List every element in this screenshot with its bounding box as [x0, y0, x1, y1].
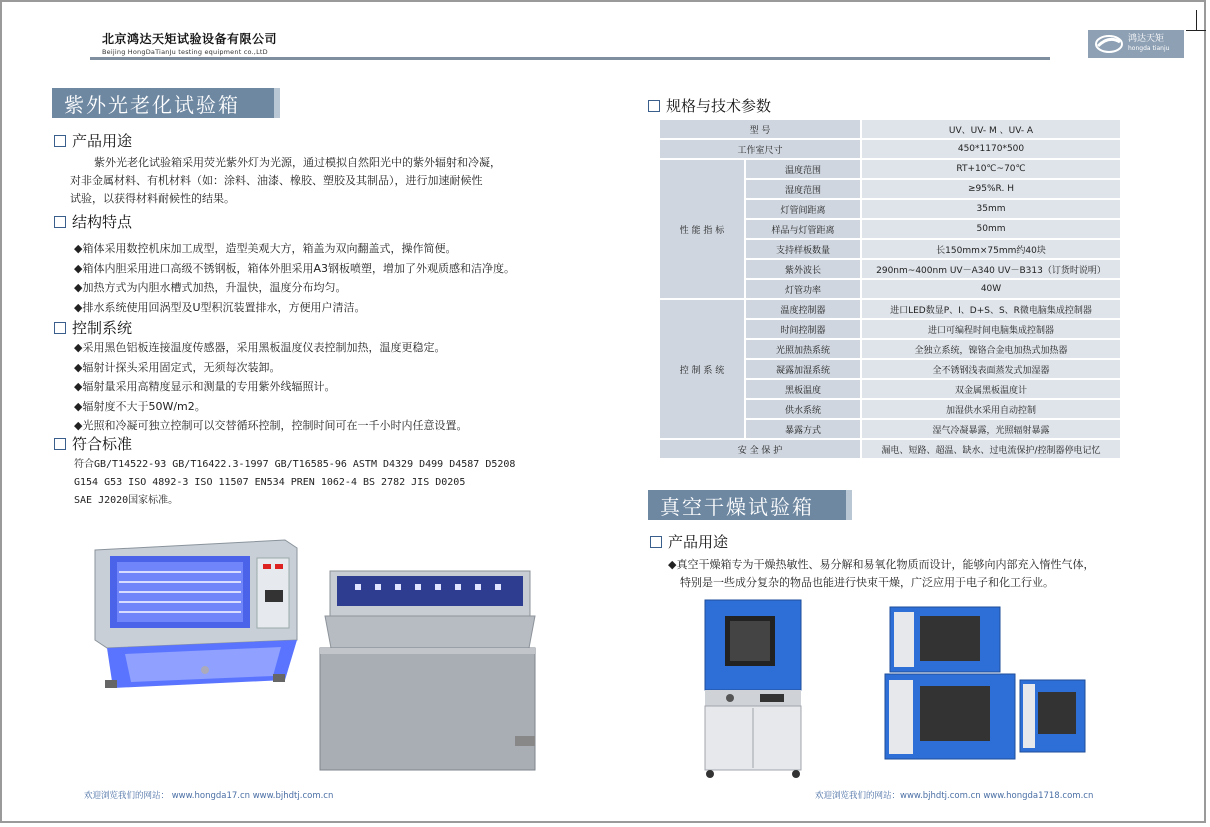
spec-key: 黑板温度 [746, 380, 860, 398]
structure-heading [54, 211, 132, 232]
standard-heading [54, 433, 132, 454]
structure-heading-text: 结构特点 [72, 213, 133, 231]
spec-model-value: UV、UV- M 、UV- A [862, 120, 1120, 138]
spec-value: 长150mm×75mm约40块 [862, 240, 1120, 258]
swirl-logo-icon [1094, 33, 1124, 55]
brand-logo [1088, 30, 1184, 58]
table-row [660, 440, 1120, 458]
spec-ctrl-group: 控 制 系 统 [660, 300, 744, 438]
spec-model-label: 型 号 [660, 120, 860, 138]
usage-line: 试验，以获得材料耐候性的结果。 [70, 192, 235, 205]
list-item: ◆采用黑色铝板连接温度传感器，采用黑板温度仪表控制加热，温度更稳定。 [74, 341, 446, 354]
uv-floor-chamber-image [315, 566, 540, 776]
spec-key: 暴露方式 [746, 420, 860, 438]
spec-heading [648, 95, 771, 116]
spec-safety-label: 安 全 保 护 [660, 440, 860, 458]
checkbox-square-icon [54, 322, 66, 334]
spec-key: 凝露加湿系统 [746, 360, 860, 378]
list-item: ◆辐射计探头采用固定式，无须每次装卸。 [74, 360, 281, 374]
spec-value: 全独立系统，镍铬合金电加热式加热器 [862, 340, 1120, 358]
spec-value: 双金属黑板温度计 [862, 380, 1120, 398]
vacuum-oven-cabinet-image [700, 598, 805, 780]
standard-paragraph [74, 456, 515, 510]
usage2-paragraph [668, 556, 1094, 592]
table-row [660, 120, 1120, 138]
usage2-heading-text: 产品用途 [668, 533, 729, 551]
checkbox-square-icon [54, 135, 66, 147]
spec-safety-value: 漏电、短路、超温、缺水、过电流保护/控制器停电记忆 [862, 440, 1120, 458]
checkbox-square-icon [648, 100, 660, 112]
spec-key: 湿度范围 [746, 180, 860, 198]
spec-value: 全不锈钢浅表面蒸发式加湿器 [862, 360, 1120, 378]
standard-line: 符合GB/T14522-93 GB/T16422.3-1997 GB/T16585-96 ASTM D4329 D499 D4587 D5208 [74, 459, 516, 470]
spec-key: 样品与灯管距离 [746, 220, 860, 238]
spec-key: 灯管间距离 [746, 200, 860, 218]
spec-key: 紫外波长 [746, 260, 860, 278]
list-item: ◆辐射量采用高精度显示和测量的专用紫外线辐照计。 [74, 380, 336, 393]
crop-mark [1186, 30, 1206, 31]
table-row [660, 140, 1120, 158]
company-name [102, 30, 277, 56]
usage-heading [54, 130, 132, 151]
footer-website-right: 欢迎浏览我们的网站：www.bjhdtj.com.cn www.hongda1718.com.cn [815, 791, 1094, 801]
spec-key: 灯管功率 [746, 280, 860, 298]
company-name-cn: 北京鸿达天矩试验设备有限公司 [102, 32, 278, 46]
logo-text-cn: 鸿达天矩 [1128, 34, 1165, 44]
logo-text-en: hongda tianju [1128, 45, 1170, 52]
usage2-line: ◆真空干燥箱专为干燥热敏性、易分解和易氧化物质而设计，能够向内部充入惰性气体， [668, 558, 1095, 571]
table-row [660, 160, 1120, 178]
usage2-line: 特别是一些成分复杂的物品也能进行快束干燥，广泛应用于电子和化工行业。 [680, 576, 1054, 589]
structure-list [74, 239, 515, 317]
usage-heading-text: 产品用途 [72, 132, 133, 150]
spec-value: RT+10℃~70℃ [862, 160, 1120, 178]
checkbox-square-icon [650, 536, 662, 548]
usage2-heading [650, 531, 728, 552]
list-item: ◆光照和冷凝可独立控制可以交替循环控制，控制时间可在一千小时内任意设置。 [74, 419, 468, 432]
list-item: ◆辐射度不大于50W/m2。 [74, 399, 206, 413]
spec-value: 35mm [862, 200, 1120, 218]
spec-key: 温度控制器 [746, 300, 860, 318]
spec-key: 光照加热系统 [746, 340, 860, 358]
control-heading-text: 控制系统 [72, 319, 133, 337]
spec-perf-group: 性 能 指 标 [660, 160, 744, 298]
usage-line: 紫外光老化试验箱采用荧光紫外灯为光源，通过模拟自然阳光中的紫外辐射和冷凝， [94, 156, 501, 169]
standard-line: G154 G53 ISO 4892-3 ISO 11507 EN534 PREN 1062-4 BS 2782 JIS D0205 [74, 477, 466, 488]
list-item: ◆加热方式为内胆水槽式加热，升温快，温度分布均匀。 [74, 281, 347, 294]
spec-key: 温度范围 [746, 160, 860, 178]
spec-value: 50mm [862, 220, 1120, 238]
checkbox-square-icon [54, 216, 66, 228]
header-rule [90, 57, 1050, 60]
standard-line: SAE J2020国家标准。 [74, 495, 179, 506]
list-item: ◆箱体采用数控机床加工成型，造型美观大方，箱盖为双向翻盖式，操作简便。 [74, 242, 457, 255]
spec-value: 40W [862, 280, 1120, 298]
list-item: ◆箱体内胆采用进口高级不锈钢板，箱体外胆采用A3钢板喷塑，增加了外观质感和洁净度。 [74, 261, 515, 275]
list-item: ◆排水系统使用回涡型及U型积沉装置排水，方便用户清洁。 [74, 300, 366, 314]
spec-size-label: 工作室尺寸 [660, 140, 860, 158]
usage-paragraph [70, 154, 501, 208]
logo-text [1128, 34, 1169, 54]
spec-value: 进口LED数显P、I、D+S、S、R微电脑集成控制器 [862, 300, 1120, 318]
spec-heading-text: 规格与技术参数 [666, 97, 772, 115]
vacuum-oven-group-image [880, 602, 1090, 767]
standard-heading-text: 符合标准 [72, 435, 133, 453]
control-heading [54, 317, 132, 338]
spec-key: 供水系统 [746, 400, 860, 418]
spec-value: 加湿供水采用自动控制 [862, 400, 1120, 418]
vacuum-oven-title: 真空干燥试验箱 [648, 490, 852, 520]
spec-size-value: 450*1170*500 [862, 140, 1120, 158]
spec-value: 进口可编程时间电脑集成控制器 [862, 320, 1120, 338]
checkbox-square-icon [54, 438, 66, 450]
control-list [74, 338, 467, 436]
uv-benchtop-chamber-image [85, 530, 305, 695]
spec-table [658, 118, 1122, 460]
usage-line: 对非金属材料、有机材料（如：涂料、油漆、橡胶、塑胶及其制品），进行加速耐候性 [70, 174, 483, 187]
company-name-en: Beijing HongDaTianJu testing equipment co.,LtD [102, 48, 268, 56]
spec-key: 时间控制器 [746, 320, 860, 338]
spec-value: 290nm~400nm UV－A340 UV－B313（订货时说明） [862, 260, 1120, 278]
spec-value: 湿气冷凝暴露，光照辐射暴露 [862, 420, 1120, 438]
footer-website-left: 欢迎浏览我们的网站： www.hongda17.cn www.bjhdtj.com.cn [84, 791, 334, 801]
uv-chamber-title: 紫外光老化试验箱 [52, 88, 280, 118]
table-row [660, 300, 1120, 318]
spec-value: ≥95%R. H [862, 180, 1120, 198]
spec-key: 支持样板数量 [746, 240, 860, 258]
crop-mark [1196, 10, 1197, 30]
